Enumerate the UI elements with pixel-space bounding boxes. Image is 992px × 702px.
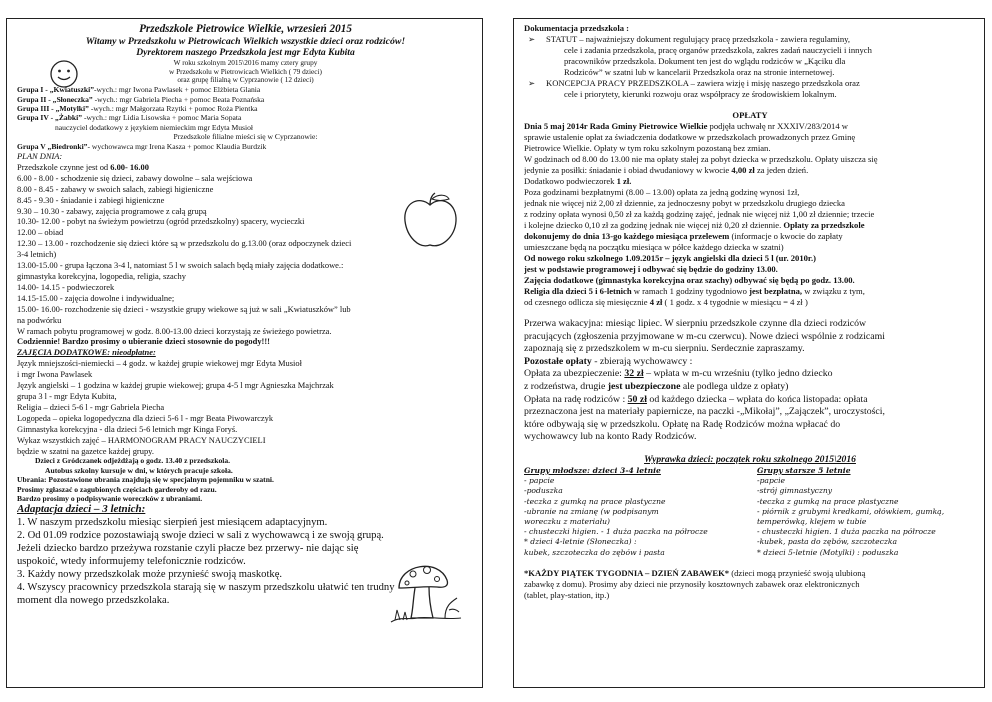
group-5: Grupa V „Biedronki”- wychowawca mgr Irena Kasza + pomoc Klaudia Burdzik xyxy=(17,141,267,151)
fees-line: jedynie za posiłki: śniadanie i obiad dwudaniowy w kwocie 4,00 zł za jeden dzień. xyxy=(524,165,809,175)
list-item: -ubranie na zmianę (w podpisanym xyxy=(524,506,659,516)
fees-line: Zajęcia dodatkowe (gimnastyka korekcyjna oraz szachy) odbywać się będą po godz. 13.00. xyxy=(524,275,855,285)
intro-line-1: W roku szkolnym 2015\2016 mamy cztery grupy xyxy=(173,57,318,67)
fees-line: jednak nie więcej niż 2,00 zł dziennie, za jednoczesny pobyt w przedszkolu drugiego dziecka xyxy=(524,198,845,208)
council-line: wychowawcy lub na konto Rady Rodziców. xyxy=(524,431,697,443)
list-item: -papcie xyxy=(757,476,785,486)
plan-line: Przedszkole czynne jest od 6.00- 16.00 xyxy=(17,161,149,172)
doc-item-line: cele i priorytety, kierunki rozwoju oraz współpracy ze środowiskiem lokalnym. xyxy=(564,89,837,99)
plan-line: gimnastyka korekcyjna, logopedia, religia, szachy xyxy=(17,271,186,282)
council-line: przeznaczona jest na materiały papiernicze, na paczki -„Mikołaj”, „Zajączek”, uroczystości, xyxy=(524,406,885,418)
extra-line: Gimnastyka korekcyjna - dla dzieci 5-6 letnich mgr Kinga Foryś. xyxy=(17,423,238,434)
doc-item: ➢ KONCEPCJA PRACY PRZEDSZKOLA – zawiera wizję i misję naszego przedszkola oraz xyxy=(528,78,860,88)
plan-line: 14.00- 14.15 - podwieczorek xyxy=(17,281,115,292)
clothing-notice: Codziennie! Bardzo prosimy o ubieranie dzieci stosownie do pogody!!! xyxy=(17,336,270,347)
left-page xyxy=(6,18,483,688)
plan-line: 6.00 - 8.00 - schodzenie się dzieci, zabawy dowolne – sala wejściowa xyxy=(17,172,253,183)
list-item: - papcie xyxy=(524,476,555,486)
insurance-line: z rodzeństwa, drugie jest ubezpieczone ale podlega uldze z opłaty) xyxy=(524,380,789,392)
kit-old-heading: Grupy starsze 5 letnie xyxy=(757,465,851,475)
mushroom-icon xyxy=(387,554,467,634)
kit-young-column xyxy=(524,466,743,558)
arrow-bullet-icon: ➢ xyxy=(528,78,536,88)
fees-line: Pietrowice Wielkie. Opłaty w tym roku szkolnym pozostaną bez zmian. xyxy=(524,143,771,153)
toy-day-line: zabawkę z domu). Prosimy aby dzieci nie przynosiły kosztownych zabawek oraz elektronicznych xyxy=(524,578,860,589)
extra-line: Język angielski – 1 godzina w każdej grupie wiekowej; grupa 4-5 l mgr Agnieszka Majchrzak xyxy=(17,380,334,391)
fees-line: sprawie ustalenie opłat za świadczenia dodatkowe w przedszkolach prowadzonych przez Gminę xyxy=(524,132,856,142)
plan-line: 8.00 - 8.45 - zabawy w swoich salach, zabiegi higieniczne xyxy=(17,183,214,194)
extra-line: będzie w szatni na gazetce każdej grupy. xyxy=(17,445,154,456)
toy-day-line: *KAŻDY PIĄTEK TYGODNIA – DZIEŃ ZABAWEK* (dzieci mogą przynieść swoją ulubioną xyxy=(524,567,866,578)
extra-line: Wykaz wszystkich zajęć – HARMONOGRAM PRACY NAUCZYCIELI xyxy=(17,434,266,445)
fees-heading: OPŁATY xyxy=(732,110,768,120)
list-item: - chusteczki higien. - 1 duża paczka na półrocze xyxy=(524,527,708,537)
kit-old-column xyxy=(743,466,976,558)
adaptation-line: moment dla nowego przedszkolaka. xyxy=(17,595,170,607)
clothes-note: Bardzo prosimy o podpisywanie woreczków z ubraniami. xyxy=(17,494,203,504)
group-3: Grupa III - „Motylki” -wych.: mgr Małgorzata Rzytki + pomoc Roża Pientka xyxy=(17,104,258,114)
insurance-line: Opłata za ubezpieczenie: 32 zł – wpłata w m-cu wrześniu (tylko jedno dziecko xyxy=(524,368,833,380)
list-item: woreczku z materiału) xyxy=(524,516,610,526)
extra-line: Logopeda – opieka logopedyczna dla dzieci 5-6 l - mgr Beata Piwowarczyk xyxy=(17,412,274,423)
welcome-line: Witamy w Przedszkolu w Pietrowicach Wielkich wszystkie dzieci oraz rodziców! xyxy=(85,36,406,47)
kit-heading: Wyprawka dzieci: początek roku szkolnego 2015\2016 xyxy=(644,453,856,465)
council-line: Opłata na radę rodziców : 50 zł od każdego dziecka – wpłata do końca listopada: opłata xyxy=(524,393,868,405)
doc-item: ➢ STATUT – najważniejszy dokument regulujący pracę przedszkola - zawiera regulaminy, xyxy=(528,34,851,44)
plan-heading: PLAN DNIA: xyxy=(17,151,63,162)
fees-line: Od nowego roku szkolnego 1.09.2015r – język angielski dla dzieci 5 l (ur. 2010r.) xyxy=(524,253,816,263)
toy-day-line: (tablet, play-station, itp.) xyxy=(524,589,610,600)
plan-line: 3-4 letnich) xyxy=(17,249,57,260)
extra-line: i mgr Iwona Pawlasek xyxy=(17,369,93,380)
plan-line: 13.00-15.00 - grupa łączona 3-4 l, natomiast 5 l w swoich salach będą miały zajęcia dodatkowe.: xyxy=(17,260,344,271)
doc-item-line: pracowników przedszkola. Dokument ten jest do wglądu rodziców w „Kąciku dla xyxy=(564,56,846,66)
arrow-bullet-icon: ➢ xyxy=(528,34,536,44)
other-fees-heading: Pozostałe opłaty - zbierają wychowawcy : xyxy=(524,355,693,367)
extra-line: grupa 3 l - mgr Edyta Kubita, xyxy=(17,390,117,401)
doc-item-line: cele i zadania przedszkola, pracę organów przedszkola, zakres zadań nauczycieli i innych xyxy=(564,45,872,55)
extra-line: Religia – dzieci 5-6 l - mgr Gabriela Piecha xyxy=(17,401,165,412)
plan-line: W ramach pobytu programowej w godz. 8.00-13.00 dzieci korzystają ze świeżego powietrza. xyxy=(17,325,332,336)
fees-line: Dnia 5 maj 2014r Rada Gminy Pietrowice Wielkie podjęła uchwałę nr XXXIV/283/2014 w xyxy=(524,121,848,131)
intro-line-2: w Przedszkolu w Pietrowicach Wielkich ( 79 dzieci) xyxy=(169,66,322,76)
filial-heading: Przedszkole filialne mieści się w Cyprzanowie: xyxy=(173,132,318,142)
intro-line-3: oraz grupę filialną w Cyprzanowie ( 12 dzieci) xyxy=(177,75,314,85)
council-line: które odbywają się w przedszkolu. Opłatę na Radę Rodziców można wpłacać do xyxy=(524,418,841,430)
fees-line: z rodziny opłata wynosi 0,50 zł za każdą godzinę zajęć, jednak nie więcej niż 1,00 zł dziennie; trzecie xyxy=(524,209,875,219)
fees-line: Poza godzinami bezpłatnymi (8.00 – 13.00) opłata za jedną godzinę wynosi 1zł, xyxy=(524,187,800,197)
fees-line: W godzinach od 8.00 do 13.00 nie ma opłaty stałej za pobyt dziecka w przedszkolu. Opłaty uiszcza się xyxy=(524,154,878,164)
plan-line: 12.30 – 13.00 - rozchodzenie się dzieci które są w przedszkolu do g.13.00 (oraz odpoczynek dzieci xyxy=(17,238,352,249)
fees-line: umieszczane będą na początku miesiąca w półce każdego dziecka w szatni) xyxy=(524,242,784,252)
adaptation-line: 1. W naszym przedszkolu miesiąc sierpień jest miesiącem adaptacyjnym. xyxy=(17,517,328,529)
bus-note: Dzieci z Gródczanek odjeżdżają o godz. 13.40 z przedszkola. xyxy=(35,456,231,466)
smiley-icon xyxy=(49,59,79,89)
kit-table xyxy=(524,466,976,558)
list-item: * dzieci 4-letnie (Słoneczka) : xyxy=(524,537,637,547)
plan-line: 10.30- 12.00 - pobyt na świeżym powietrzu (ogród przedszkolny) spacery, wycieczki xyxy=(17,216,305,227)
newsletter-title: Przedszkole Pietrowice Wielkie, wrzesień 2015 xyxy=(139,23,352,35)
clothes-note: Ubrania: Pozostawione ubrania znajdują się w specjalnym pojemniku w szatni. xyxy=(17,475,274,485)
apple-icon xyxy=(399,191,461,253)
doc-item-line: Rodziców” w szatni lub w kancelarii Przedszkola oraz na stronie internetowej. xyxy=(564,67,835,77)
plan-line: 9.30 – 10.30 - zabawy, zajęcia programowe z całą grupą xyxy=(17,205,207,216)
list-item: - chusteczki higien. 1 duża paczka na półrocze xyxy=(757,527,936,537)
bus-note: Autobus szkolny kursuje w dni, w których pracuje szkoła. xyxy=(45,465,233,475)
list-item: - piórnik z grubymi kredkami, ołówkiem, gumką, xyxy=(757,506,945,516)
summer-line: pracujących (zgłoszenia przyjmowane w m-cu czerwcu). Nowe dzieci wspólnie z rodzicami xyxy=(524,330,885,342)
extra-line: Język mniejszości-niemiecki – 4 godz. w każdej grupie wiekowej mgr Edyta Musioł xyxy=(17,358,302,369)
fees-line: jest w podstawie programowej i odbywać się będzie do godziny 13.00. xyxy=(524,264,778,274)
list-item: -strój gimnastyczny xyxy=(757,486,833,496)
list-item: kubek, szczoteczka do zębów i pasta xyxy=(524,547,665,557)
adaptation-line: 4. Wszyscy pracownicy przedszkola starają się w naszym przedszkolu ułatwić ten trudny xyxy=(17,582,395,594)
fees-line: dokonujemy do dnia 13-go każdego miesiąca przelewem (informacje o kwocie do zapłaty xyxy=(524,231,843,241)
group-1: Grupa I - „Kwiatuszki”-wych.: mgr Iwona Pawlasek + pomoc Elżbieta Glania xyxy=(17,85,261,95)
extra-teacher: nauczyciel dodatkowy z językiem niemieckim mgr Edyta Musioł xyxy=(55,122,254,132)
adaptation-line: Jeżeli dziecko bardzo przeżywa rozstanie czyli płacze bez przerwy- nie dając się xyxy=(17,543,359,555)
clothes-note: Prosimy zgłaszać o zagubionych częściach garderoby od razu. xyxy=(17,484,217,494)
summer-line: zapoznają się z przedszkolem w m-cu sierpniu. Serdecznie zapraszamy. xyxy=(524,343,805,355)
list-item: -teczka z gumką na prace plastyczne xyxy=(524,496,666,506)
kit-young-heading: Grupy młodsze: dzieci 3-4 letnie xyxy=(524,465,661,475)
fees-line: Religia dla dzieci 5 i 6-letnich w ramach 1 godziny tygodniowo jest bezpłatna, w związku z tym, xyxy=(524,286,865,296)
plan-line: 8.45 - 9.30 - śniadanie i zabiegi higieniczne xyxy=(17,194,165,205)
plan-line: na podwórku xyxy=(17,314,62,325)
list-item: * dzieci 5-letnie (Motylki) : poduszka xyxy=(757,547,899,557)
right-page xyxy=(513,18,985,688)
extra-activities-heading: ZAJĘCIA DODATKOWE: nieodpłatne: xyxy=(17,347,156,358)
list-item: -kubek, pasta do zębów, szczoteczka xyxy=(757,537,897,547)
list-item: -teczka z gumką na prace plastyczne xyxy=(757,496,899,506)
adaptation-heading: Adaptacja dzieci – 3 letnich: xyxy=(17,503,146,516)
list-item: -poduszka xyxy=(524,486,563,496)
plan-line: 12.00 – obiad xyxy=(17,227,64,238)
fees-line: Dodatkowo podwieczorek 1 zł. xyxy=(524,176,632,186)
plan-line: 14.15-15.00 - zajęcia dowolne i indywidualne; xyxy=(17,292,175,303)
list-item: temperówką, klejem w tubie xyxy=(757,516,867,526)
group-4: Grupa IV - „Żabki” -wych.: mgr Lidia Lisowska + pomoc Maria Sopata xyxy=(17,113,242,123)
fees-line: od czesnego odlicza się miesięcznie 4 zł ( 1 godz. x 4 tygodnie w miesiącu = 4 zł ) xyxy=(524,297,808,307)
plan-line: 15.00- 16.00- rozchodzenie się dzieci - wszystkie grupy wiekowe są już w sali „Kwiatuszków” lub xyxy=(17,303,351,314)
director-line: Dyrektorem naszego Przedszkola jest mgr Edyta Kubita xyxy=(136,47,355,59)
adaptation-line: 2. Od 01.09 rodzice pozostawiają swoje dzieci w sali z wychowawcą i ze swoją grupą. xyxy=(17,530,384,542)
fees-line: i kolejne dziecko 0,10 zł za godzinę jednak nie więcej niż 0,20 zł dziennie. Opłaty za przedszkole xyxy=(524,220,865,230)
adaptation-line: 3. Każdy nowy przedszkolak może przynieść swoją maskotkę. xyxy=(17,569,283,581)
group-2: Grupa II - „Słoneczka” -wych.: mgr Gabriela Piecha + pomoc Beata Poznańska xyxy=(17,94,265,104)
adaptation-line: uspokoić, wtedy informujemy telefonicznie rodziców. xyxy=(17,556,246,568)
documentation-heading: Dokumentacja przedszkola : xyxy=(524,23,630,33)
summer-line: Przerwa wakacyjna: miesiąc lipiec. W sierpniu przedszkole czynne dla dzieci rodziców xyxy=(524,318,867,329)
